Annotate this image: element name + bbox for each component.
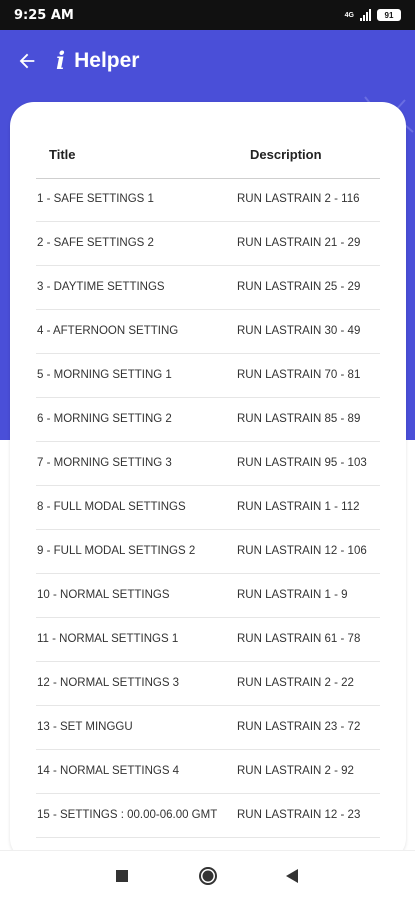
back-nav-button[interactable]: [281, 865, 303, 887]
row-description: RUN LASTRAIN 70 - 81: [237, 369, 361, 381]
table-row: [36, 310, 380, 354]
row-description: RUN LASTRAIN 1 - 9: [237, 589, 348, 601]
home-button[interactable]: [197, 865, 219, 887]
row-description: RUN LASTRAIN 12 - 106: [237, 545, 367, 557]
row-description: RUN LASTRAIN 2 - 22: [237, 677, 354, 689]
row-title: 2 - SAFE SETTINGS 2: [37, 237, 154, 249]
row-title: 14 - NORMAL SETTINGS 4: [37, 765, 180, 777]
table-row: [36, 266, 380, 310]
row-title: 7 - MORNING SETTING 3: [37, 457, 172, 469]
arrow-left-icon: [16, 50, 38, 72]
table-row: [36, 354, 380, 398]
table-row: [36, 794, 380, 838]
row-description: RUN LASTRAIN 61 - 78: [237, 633, 361, 645]
system-navigation-bar: [0, 850, 415, 901]
row-description: RUN LASTRAIN 2 - 116: [237, 193, 360, 205]
table-row: [36, 662, 380, 706]
recents-button[interactable]: [111, 865, 133, 887]
row-description: RUN LASTRAIN 30 - 49: [237, 325, 361, 337]
status-time: 9:25 AM: [14, 7, 74, 23]
row-title: 13 - SET MINGGU: [37, 721, 133, 733]
table-row: [36, 530, 380, 574]
column-header-title: Title: [49, 146, 76, 162]
table-row: [36, 706, 380, 750]
table-row: [36, 178, 380, 222]
table-header: [36, 130, 380, 179]
battery-icon: [377, 9, 401, 21]
back-button[interactable]: [10, 44, 44, 78]
battery-level: 91: [384, 10, 394, 20]
app-bar: [0, 30, 415, 92]
table-row: [36, 574, 380, 618]
column-header-description: Description: [250, 146, 322, 162]
row-title: 4 - AFTERNOON SETTING: [37, 325, 179, 337]
row-title: 15 - SETTINGS : 00.00-06.00 GMT: [37, 809, 218, 821]
status-bar: [0, 0, 415, 30]
row-title: 12 - NORMAL SETTINGS 3: [37, 677, 180, 689]
row-title: 1 - SAFE SETTINGS 1: [37, 193, 154, 205]
row-title: 10 - NORMAL SETTINGS: [37, 589, 170, 601]
row-description: RUN LASTRAIN 1 - 112: [237, 501, 360, 513]
row-title: 11 - NORMAL SETTINGS 1: [37, 633, 179, 645]
table-row: [36, 398, 380, 442]
row-title: 5 - MORNING SETTING 1: [37, 369, 172, 381]
helper-card: [10, 102, 406, 862]
circle-home-icon: [198, 866, 218, 886]
row-description: RUN LASTRAIN 23 - 72: [237, 721, 361, 733]
info-icon: i: [56, 46, 66, 75]
square-icon: [115, 869, 129, 883]
row-description: RUN LASTRAIN 95 - 103: [237, 457, 367, 469]
row-description: RUN LASTRAIN 12 - 23: [237, 809, 361, 821]
row-description: RUN LASTRAIN 2 - 92: [237, 765, 354, 777]
row-title: 6 - MORNING SETTING 2: [37, 413, 172, 425]
table-row: [36, 750, 380, 794]
table-row: [36, 486, 380, 530]
signal-icon: [360, 9, 371, 21]
row-title: 3 - DAYTIME SETTINGS: [37, 281, 165, 293]
table-row: [36, 618, 380, 662]
network-type-label: 4G: [344, 11, 354, 19]
triangle-back-icon: [285, 868, 299, 884]
row-title: 9 - FULL MODAL SETTINGS 2: [37, 545, 196, 557]
table-row: [36, 442, 380, 486]
page-title: Helper: [74, 49, 140, 72]
row-description: RUN LASTRAIN 25 - 29: [237, 281, 361, 293]
table-row: [36, 222, 380, 266]
status-icons: [345, 9, 401, 21]
row-title: 8 - FULL MODAL SETTINGS: [37, 501, 186, 513]
table-body: [36, 178, 380, 838]
row-description: RUN LASTRAIN 21 - 29: [237, 237, 361, 249]
row-description: RUN LASTRAIN 85 - 89: [237, 413, 361, 425]
